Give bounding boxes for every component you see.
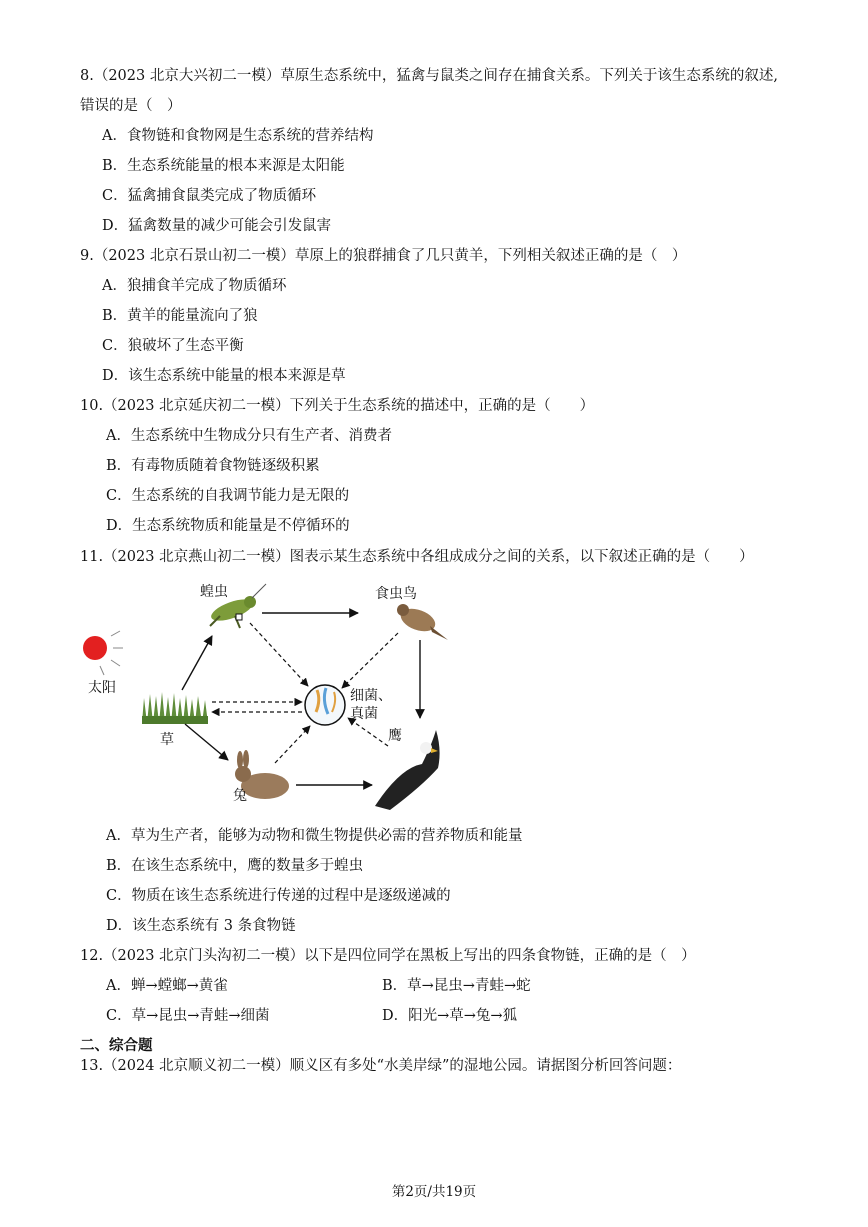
q12-option-b: B．草→昆虫→青蛙→蛇 [382, 978, 531, 994]
q11-option-c: C．物质在该生态系统进行传递的过程中是逐级递减的 [106, 888, 451, 904]
q11-option-b: B．在该生态系统中，鹰的数量多于蝗虫 [106, 858, 364, 874]
q10-option-d: D．生态系统物质和能量是不停循环的 [106, 518, 350, 534]
q8-option-a: A．食物链和食物网是生态系统的营养结构 [102, 128, 374, 144]
q11-option-a: A．草为生产者，能够为动物和微生物提供必需的营养物质和能量 [106, 828, 523, 844]
label-decomposer-line1: 细菌、 [350, 688, 392, 704]
q12-option-c: C．草→昆虫→青蛙→细菌 [106, 1008, 270, 1024]
label-decomposer-line2: 真菌 [350, 706, 378, 722]
label-sun: 太阳 [88, 680, 116, 696]
q11-option-d: D．该生态系统有 3 条食物链 [106, 918, 296, 934]
q9-option-c: C．狼破坏了生态平衡 [102, 338, 244, 354]
q9-option-b: B．黄羊的能量流向了狼 [102, 308, 258, 324]
q8-option-d: D．猛禽数量的减少可能会引发鼠害 [102, 218, 332, 234]
q8-option-b: B．生态系统能量的根本来源是太阳能 [102, 158, 345, 174]
food-web-diagram [70, 578, 470, 818]
q13-stem: 13.（2024 北京顺义初二一模）顺义区有多处“水美岸绿”的湿地公园。请据图分析回答问题： [80, 1058, 682, 1074]
q12-stem: 12.（2023 北京门头沟初二一模）以下是四位同学在黑板上写出的四条食物链，正确的是（ ） [80, 948, 696, 964]
bird-icon [397, 604, 448, 640]
q9-option-d: D．该生态系统中能量的根本来源是草 [102, 368, 346, 384]
q10-option-a: A．生态系统中生物成分只有生产者、消费者 [106, 428, 392, 444]
q12-option-a: A．蝉→螳螂→黄雀 [106, 978, 228, 994]
q11-stem: 11.（2023 北京燕山初二一模）图表示某生态系统中各组成成分之间的关系，以下叙述正确的是（ ） [80, 549, 754, 565]
label-grasshopper: 蝗虫 [200, 584, 228, 600]
q10-option-c: C．生态系统的自我调节能力是无限的 [106, 488, 350, 504]
eagle-icon [375, 730, 440, 810]
q9-stem: 9.（2023 北京石景山初二一模）草原上的狼群捕食了几只黄羊，下列相关叙述正确的是（ ） [80, 248, 687, 264]
sun-icon [83, 631, 123, 675]
label-rabbit: 兔 [233, 788, 247, 804]
label-grass: 草 [160, 732, 174, 748]
q8-stem-line1: 8.（2023 北京大兴初二一模）草原生态系统中，猛禽与鼠类之间存在捕食关系。下列关于该生态系统的叙述, [80, 68, 778, 84]
q10-stem: 10.（2023 北京延庆初二一模）下列关于生态系统的描述中，正确的是（ ） [80, 398, 595, 414]
q12-option-d: D．阳光→草→兔→狐 [382, 1008, 518, 1024]
page-footer: 第2页/共19页 [391, 1184, 477, 1200]
q9-option-a: A．狼捕食羊完成了物质循环 [102, 278, 287, 294]
section-title: 二、综合题 [80, 1037, 153, 1054]
label-eagle: 鹰 [388, 728, 402, 744]
label-bird: 食虫鸟 [375, 586, 417, 602]
q8-option-c: C．猛禽捕食鼠类完成了物质循环 [102, 188, 317, 204]
grass-icon [142, 692, 208, 724]
q10-option-b: B．有毒物质随着食物链逐级积累 [106, 458, 320, 474]
q8-stem-line2: 错误的是（ ） [80, 98, 182, 114]
decomposer-icon [305, 685, 345, 725]
